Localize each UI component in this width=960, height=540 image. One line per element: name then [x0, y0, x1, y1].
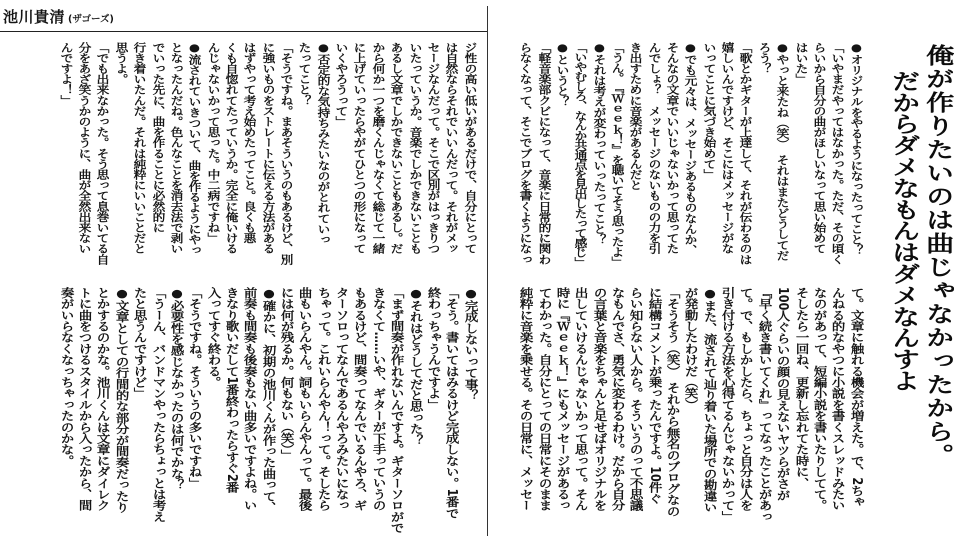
- text-line: きなり歌いだして1番終わったらすぐ2番: [224, 287, 240, 493]
- text-line: 分をあざ笑うかのように、曲が全然出来ない: [77, 42, 92, 254]
- text-line: 時に『Ｗｅｅｋ！』にもメッセージがあるっ: [555, 287, 571, 511]
- text-line: ●否定的な気持ちみたいなのがとれていっ: [315, 42, 331, 245]
- text-line: ●文章としての行間的な部分が間奏だったり: [114, 287, 130, 513]
- text-line: ●流されていきついて、曲を作るようにやっ: [187, 42, 202, 256]
- text-line: ●また、流されて辿り着いた場所での勘違い: [701, 287, 718, 513]
- text-line: 「そうそう（笑） それから無名のブログなの: [665, 287, 681, 517]
- text-line: 曲もいらんやん。詞もいらんやんって。最後: [297, 287, 314, 511]
- text-line: に結構コメントが乗ったんですよ。10件ぐ: [646, 287, 663, 505]
- text-line: ●確かに、初期の池川くんが作った曲って、: [260, 287, 277, 513]
- text-line: いたっていうか。音楽でしかできないことも: [407, 42, 423, 254]
- text-line: は自然ならそれでいいんだって。それがメッ: [444, 42, 459, 254]
- text-line: 「まず間奏が作れないんですよ。ギターソロがで: [389, 287, 405, 534]
- text-line: 思うよ。: [114, 42, 129, 85]
- text-line: て。で、もしかしたら、ちょっと自分は人を: [738, 287, 755, 511]
- interviewee-name: 池川貴清: [3, 8, 66, 26]
- text-line: 奏がいらなくなっちゃったのかな。: [58, 287, 75, 467]
- text-line: くも自惚れてたっていうか。完全に俺いける: [224, 42, 239, 254]
- text-line: 終わっちゃうんですよ」: [426, 287, 442, 411]
- text-line: 引き付ける方法を心得てるんじゃないかって」: [720, 287, 736, 523]
- text-line: ろう？: [757, 42, 772, 74]
- text-line: 行き着いたんだ。それは純粋にいいことだと: [132, 42, 147, 254]
- text-line: 嬉しいんですけど、そこにはメッセージがな: [720, 42, 735, 254]
- text-line: 「いやむしろ、なんか共通点を見出したって感じ」: [573, 42, 588, 267]
- text-line: が発動したわけだ（笑）: [683, 287, 700, 411]
- text-line: ●それはどうしてだと思った？: [407, 287, 424, 446]
- text-line: て。文章に触れる機会が増えた。で、2ちゃ: [848, 287, 865, 508]
- text-line: そんなの文章でいいじゃないかって思ってた: [665, 42, 680, 254]
- text-line: ●というと？: [555, 42, 570, 107]
- headline-line-2: だからダメなもんはダメなんすよ: [887, 70, 920, 392]
- text-line: 「うん。『Ｗｅｅｋ！』を聴いてそう思ったよ」: [610, 42, 625, 267]
- text-line: 「そうですね。そういうの多いですね」: [187, 287, 204, 489]
- article-right-upper: [516, 42, 865, 268]
- text-line: 「そう。書いてはみるけど完成しない。1番で: [444, 287, 461, 519]
- article-left-upper: [57, 42, 479, 268]
- text-line: ターソロってなんであるんやろみたいになっ: [334, 287, 350, 511]
- interviewee-header: [3, 6, 114, 27]
- text-line: はいた」: [793, 42, 809, 85]
- column-divider: [487, 6, 488, 536]
- text-line: ●必要性を感じなかったのは何でかな？: [169, 287, 185, 491]
- headline-line-1: 俺が作りたいのは曲じゃなかったから。: [921, 44, 954, 467]
- text-line: ジ性の高い低いがあるだけで、自分にとって: [462, 42, 478, 254]
- text-line: きなくて……いや、ギターが下手っていうの: [371, 287, 387, 511]
- article-left-lower: [57, 287, 479, 535]
- text-line: ●それは考えが変わっていったってこと？: [591, 42, 607, 245]
- text-line: らなくなって、そこでブログを書くようになっ: [518, 42, 533, 265]
- text-line: 「そうですね。まあそういうのもあるけど、別: [279, 42, 294, 265]
- text-line: ちゃって。これいらんやん！って。そしたら: [315, 287, 332, 511]
- text-line: てわかった。自分にとっての日常にそのまま: [536, 287, 553, 511]
- text-line: ●完成しないって事？: [462, 287, 479, 401]
- text-line: もあるけど、間奏ってなんでいるんやろ、ギ: [352, 287, 369, 511]
- text-line: らい知らない人から。そういうのって不思議: [628, 287, 645, 511]
- text-line: 「いやまだやってはなかった。ただ、その頃く: [830, 42, 845, 265]
- text-line: たと思うんですけど」: [132, 287, 148, 399]
- text-line: ●でも元々は、メッセージあるものなんか、: [683, 42, 699, 256]
- text-line: んですよ！」: [58, 42, 74, 106]
- text-line: に上げていったらやがてひとつの形になって: [352, 42, 368, 254]
- text-line: 「でも出来なかった。そう思って息巻いてる自: [95, 42, 111, 265]
- text-line: あるし文章でしかできないこともあるし。だ: [389, 42, 404, 254]
- text-line: ●オリジナルをやるようになったってこと？: [848, 42, 864, 256]
- text-line: に強いものをストレートに伝える方法がある: [260, 42, 276, 254]
- text-line: らいから自分の曲がほしいなって思い始めて: [812, 42, 827, 254]
- text-line: 「歌とかギターが上達して、それが伝わるのは: [738, 42, 754, 265]
- text-line: ●やっと来たね（笑） それはまたどうしてだ: [775, 42, 790, 261]
- text-line: となったんだね。色んなことを消去法で剥い: [169, 42, 184, 254]
- text-line: 出していけるんじゃないかって思って。そん: [573, 287, 590, 511]
- text-line: たってこと？: [297, 42, 313, 106]
- text-line: トに曲をつけるスタイルから入ったから、間: [77, 287, 93, 511]
- text-line: セージなんだって。そこで区別がはっきりつ: [426, 42, 441, 254]
- text-line: んでしょ？ メッセージのないものの力を引: [646, 42, 662, 254]
- text-line: でいった先に、曲を作ることに必然的に: [150, 42, 166, 233]
- text-line: なのがあって、短編小説を書いたりしてて。: [812, 287, 828, 511]
- text-line: の言葉と音楽をちゃんと足せばオリジナルを: [591, 287, 608, 511]
- text-line: き出すために音楽があるんだと: [628, 42, 643, 191]
- text-line: 純粋に音楽を乗せる。その日常に、メッセー: [518, 287, 534, 511]
- text-line: 「軽音楽部クビになって、音楽に日常的に関わ: [536, 42, 552, 265]
- text-line: いってことに気づき始めて」: [701, 42, 717, 180]
- text-line: 『早く続き書いてくれ』ってなったことがあっ: [757, 287, 773, 523]
- text-line: 入ってすぐ終わる。: [205, 287, 222, 388]
- text-line: には何が残るか。何もない（笑）」: [279, 287, 295, 461]
- text-line: とかするのかな。池川くんは文章にダイレク: [95, 287, 112, 511]
- header-rule: [0, 31, 487, 32]
- text-line: 前奏も間奏も後奏もない曲多いですよね。い: [242, 287, 259, 511]
- text-line: いくやろうって」: [334, 42, 349, 127]
- text-line: 100人ぐらいの顔の見えないヤツらがさが: [775, 287, 791, 501]
- text-line: から何か一つを磨くんじゃなくて総じて一緒: [371, 42, 386, 254]
- text-line: 「うーん、バンドマンやったらちょっとは考え: [150, 287, 167, 523]
- band-name: (ザゴーズ): [68, 14, 114, 25]
- text-line: そしたら一回ね、更新し忘れてた時に、: [793, 287, 810, 489]
- text-line: はずやって考え始めたってこと。良くも悪: [242, 42, 257, 244]
- text-line: んねる的なやつに小説を書くスレッドみたい: [830, 287, 847, 511]
- article-right-lower: [516, 287, 865, 535]
- text-line: なもんでさ、勇気に変わるわけ。だから自分: [610, 287, 626, 511]
- text-line: んじゃないかって思った。中二病ですね」: [205, 42, 221, 244]
